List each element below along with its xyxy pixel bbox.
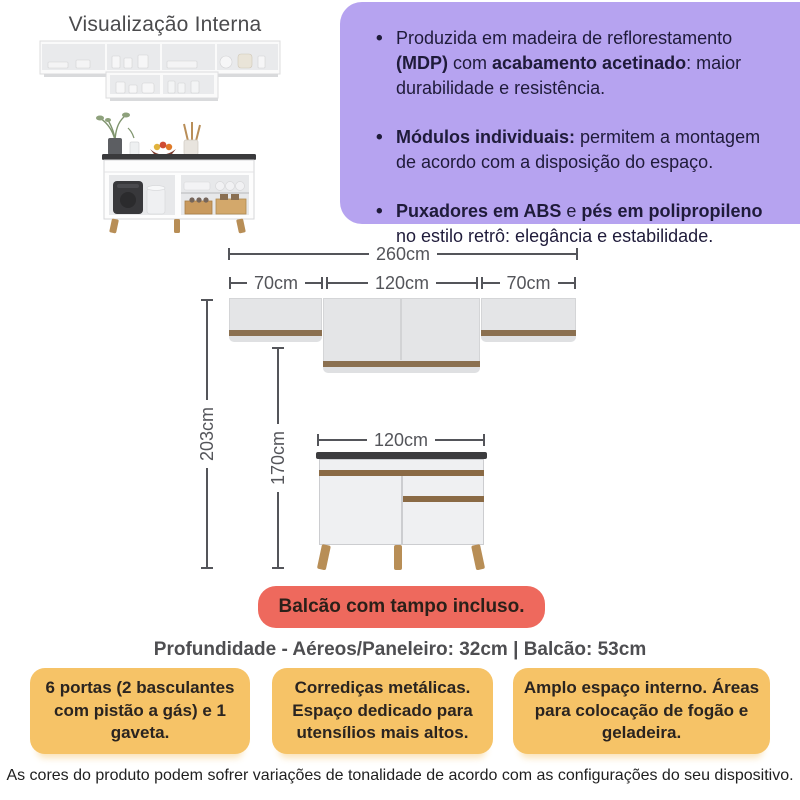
feature-text: no estilo retrô: elegância e estabilidade. <box>396 226 714 246</box>
feature-text: com <box>448 53 493 73</box>
dim-line <box>277 492 279 567</box>
diagram-center-cabinet-lip <box>323 367 480 373</box>
feature-text: Produzida em madeira de reflorestamento <box>396 28 733 48</box>
dim-line <box>277 349 279 424</box>
diagram-counter-leg-left <box>317 544 331 570</box>
diagram-left-cabinet <box>229 298 322 330</box>
feature-text: permitem a montagem de acordo com a disposição do espaço. <box>396 127 761 172</box>
diagram-right-cabinet <box>481 298 576 330</box>
feature-card-space <box>513 668 770 754</box>
dim-counter-width <box>317 429 485 450</box>
dim-label-120-counter: 120cm <box>373 429 429 450</box>
feature-text-bold: Módulos individuais: <box>396 127 575 147</box>
diagram-counter-divider <box>401 476 403 545</box>
dim-label-170: 170cm <box>267 430 288 486</box>
feature-item-modules <box>376 125 782 175</box>
dim-line <box>435 439 483 441</box>
dim-total-height <box>196 299 218 569</box>
dim-label-203: 203cm <box>196 406 217 462</box>
dim-line <box>305 282 321 284</box>
feature-text: : maior durabilidade e resistência. <box>396 53 742 98</box>
dim-line <box>206 301 208 400</box>
feature-list <box>376 26 782 249</box>
diagram-center-cabinet-divider <box>400 299 402 360</box>
dim-total-width <box>228 243 578 264</box>
feature-text-bold: pés em polipropileno <box>581 201 763 221</box>
diagram-counter-leg-middle <box>394 545 402 570</box>
diagram-counter-leg-right <box>471 544 485 570</box>
dim-center-cabinet <box>326 272 478 293</box>
dim-label-70-right: 70cm <box>506 272 551 293</box>
dim-label-70-left: 70cm <box>254 272 299 293</box>
dim-line <box>328 282 368 284</box>
feature-text: e <box>561 201 582 221</box>
counter-badge-label: Balcão com tampo incluso. <box>278 596 525 617</box>
diagram-counter-top <box>316 452 487 459</box>
dim-line <box>230 253 369 255</box>
dim-line <box>558 282 575 284</box>
dim-line <box>437 253 576 255</box>
feature-card-text: 6 portas (2 basculantes com pistão a gás) e 1 gaveta. <box>45 677 235 743</box>
dim-line <box>231 282 247 284</box>
dim-label-120-top: 120cm <box>374 272 430 293</box>
depth-note: Profundidade - Aéreos/Paneleiro: 32cm | Balcão: 53cm <box>153 639 647 660</box>
feature-text-bold: acabamento acetinado <box>492 53 687 73</box>
diagram-right-cabinet-lip <box>481 336 576 342</box>
counter-photo <box>84 108 274 234</box>
color-disclaimer: As cores do produto podem sofrer variações de tonalidade de acordo com as configurações do seu dispositivo. <box>6 767 794 784</box>
dim-line <box>483 282 500 284</box>
feature-item-material <box>376 26 782 101</box>
wall-cabinets-photo <box>36 40 284 102</box>
dim-right-cabinet <box>481 272 576 293</box>
counter-badge <box>258 586 545 628</box>
feature-text-bold: Puxadores em ABS <box>396 201 562 221</box>
feature-text-bold: (MDP) <box>396 53 448 73</box>
feature-card-text: Corrediças metálicas. Espaço dedicado para utensílios mais altos. <box>292 677 473 743</box>
diagram-left-cabinet-lip <box>229 336 322 342</box>
dim-label-260: 260cm <box>375 243 431 264</box>
feature-item-handles <box>376 199 782 249</box>
dim-left-cabinet <box>229 272 323 293</box>
diagram-counter-drawer-strip <box>403 496 484 502</box>
dim-inner-height <box>267 347 289 569</box>
dim-line <box>206 468 208 567</box>
feature-card-slides <box>272 668 493 754</box>
dim-line <box>319 439 367 441</box>
features-panel <box>340 2 800 246</box>
dim-line <box>436 282 476 284</box>
page-title: Visualização Interna <box>68 13 262 36</box>
feature-card-doors <box>30 668 250 754</box>
feature-card-text: Amplo espaço interno. Áreas para colocação de fogão e geladeira. <box>523 677 760 743</box>
